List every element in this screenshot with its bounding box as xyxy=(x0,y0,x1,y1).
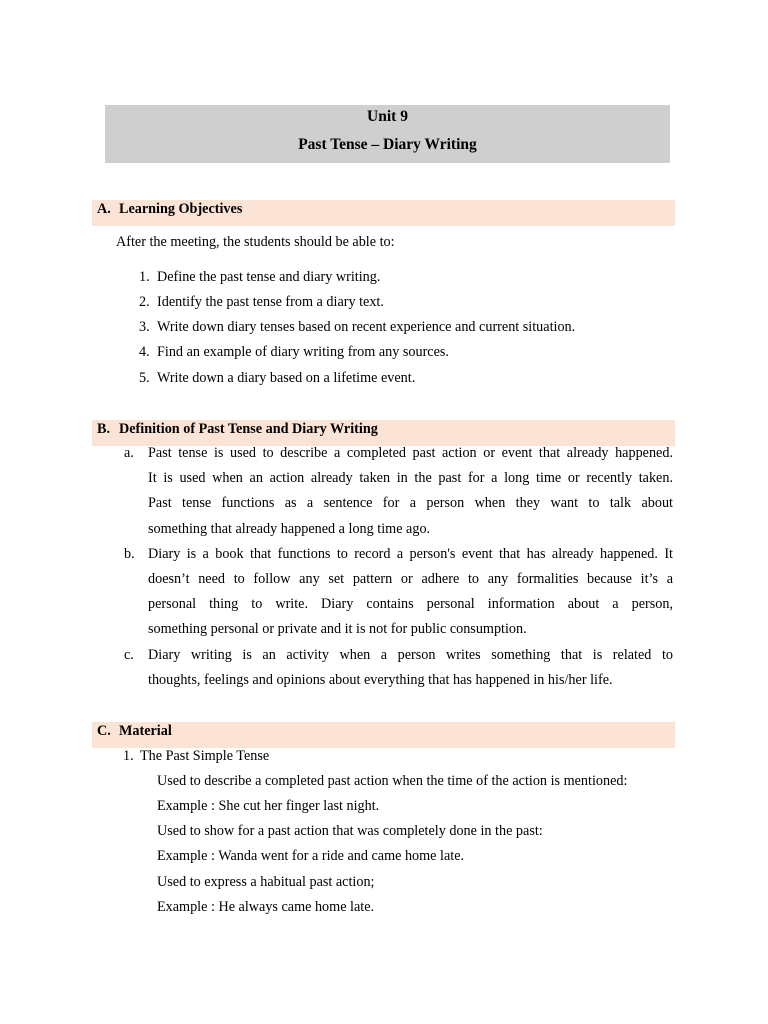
material-line: Used to express a habitual past action; xyxy=(157,874,375,890)
objective-number: 5. xyxy=(139,370,150,386)
material-line: Example : He always came home late. xyxy=(157,899,375,915)
definition-letter: b. xyxy=(124,546,135,562)
objective-item: Define the past tense and diary writing. xyxy=(157,269,381,285)
section-b-title: Definition of Past Tense and Diary Writing xyxy=(119,421,378,437)
definition-line: It is used when an action already taken in the past for a long time or recently taken. xyxy=(148,470,673,486)
section-a-letter: A. xyxy=(97,201,111,217)
objective-number: 4. xyxy=(139,344,150,360)
objective-item: Write down a diary based on a lifetime event. xyxy=(157,370,416,386)
section-c-heading xyxy=(92,722,675,748)
definition-line: doesn’t need to follow any set pattern or adhere to any formalities because it’s a xyxy=(148,571,673,587)
objective-item: Write down diary tenses based on recent experience and current situation. xyxy=(157,319,576,335)
definition-line: Past tense is used to describe a completed past action or event that already happened. xyxy=(148,445,673,461)
objective-item: Identify the past tense from a diary text. xyxy=(157,294,384,310)
section-a-heading xyxy=(92,200,675,226)
material-number: 1. xyxy=(123,748,134,764)
material-subtitle: The Past Simple Tense xyxy=(140,748,270,764)
unit-number: Unit 9 xyxy=(367,108,408,125)
objective-number: 1. xyxy=(139,269,150,285)
definition-line: Diary is a book that functions to record a person's event that has already happened. It xyxy=(148,546,673,562)
definition-line: Past tense functions as a sentence for a person when they want to talk about xyxy=(148,495,673,511)
section-a-title: Learning Objectives xyxy=(119,201,243,217)
section-c-title: Material xyxy=(119,723,172,739)
definition-line: personal thing to write. Diary contains personal information about a person, xyxy=(148,596,673,612)
definition-line: something that already happened a long time ago. xyxy=(148,521,431,537)
unit-title: Past Tense – Diary Writing xyxy=(298,136,477,153)
section-c-letter: C. xyxy=(97,723,111,739)
material-line: Used to show for a past action that was completely done in the past: xyxy=(157,823,543,839)
definition-line: something personal or private and it is not for public consumption. xyxy=(148,621,527,637)
definition-line: Diary writing is an activity when a person writes something that is related to xyxy=(148,647,673,663)
section-b-letter: B. xyxy=(97,421,111,437)
section-a-intro: After the meeting, the students should be able to: xyxy=(116,234,395,250)
unit-title-box xyxy=(105,105,670,163)
definition-line: thoughts, feelings and opinions about everything that has happened in his/her life. xyxy=(148,672,613,688)
objective-number: 2. xyxy=(139,294,150,310)
definition-letter: c. xyxy=(124,647,134,663)
material-line: Example : She cut her finger last night. xyxy=(157,798,380,814)
section-b-heading xyxy=(92,420,675,446)
objective-number: 3. xyxy=(139,319,150,335)
material-line: Used to describe a completed past action when the time of the action is mentioned: xyxy=(157,773,628,789)
definition-letter: a. xyxy=(124,445,134,461)
material-line: Example : Wanda went for a ride and came home late. xyxy=(157,848,465,864)
objective-item: Find an example of diary writing from any sources. xyxy=(157,344,449,360)
